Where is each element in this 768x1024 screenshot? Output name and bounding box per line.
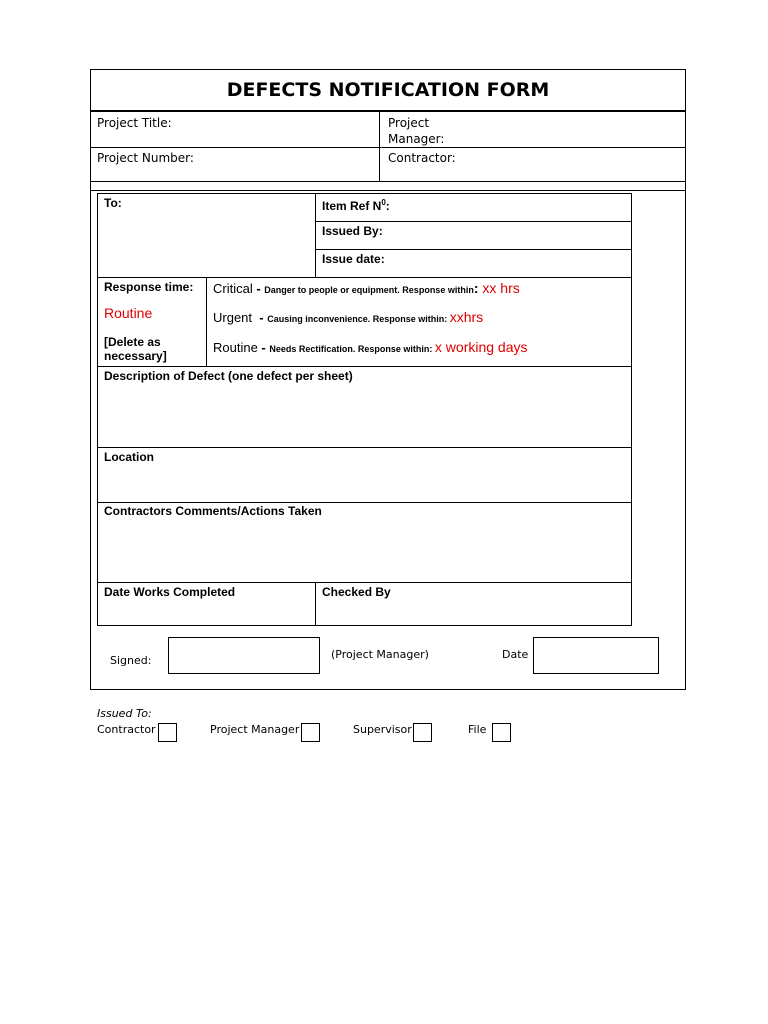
divider (97, 502, 632, 503)
divider (97, 277, 632, 278)
item-ref-colon: : (385, 199, 390, 213)
critical-value: xx hrs (478, 280, 520, 296)
divider (90, 190, 686, 191)
issued-to-supervisor-checkbox[interactable] (413, 723, 432, 742)
urgent-description: Causing inconvenience. Response within: (267, 314, 450, 324)
divider (97, 366, 632, 367)
project-manager-label-line1: Project (388, 116, 430, 130)
issue-date-field[interactable]: Issue date: (322, 252, 385, 266)
issued-to-project-manager-checkbox[interactable] (301, 723, 320, 742)
to-field[interactable]: To: (104, 196, 122, 210)
item-ref-superscript: 0 (381, 198, 386, 207)
delete-note-line2: necessary] (104, 349, 167, 363)
response-option-routine[interactable] (213, 339, 528, 355)
divider (97, 582, 632, 583)
date-label: Date (502, 648, 529, 661)
divider (315, 221, 632, 222)
delete-note-line1: [Delete as (104, 335, 161, 349)
response-selected-value[interactable]: Routine (104, 305, 153, 321)
item-ref-field[interactable] (322, 196, 390, 213)
signature-box[interactable] (168, 637, 320, 674)
issued-to-contractor-checkbox[interactable] (158, 723, 177, 742)
delete-note (104, 335, 167, 363)
urgent-value: xxhrs (449, 309, 484, 325)
response-option-critical[interactable] (213, 280, 520, 296)
critical-description: Danger to people or equipment. Response within (264, 285, 474, 295)
urgent-dash: - (252, 310, 268, 325)
routine-description: Needs Rectification. Response within: (269, 344, 435, 354)
critical-dash: - (252, 281, 265, 296)
contractor-comments-field[interactable]: Contractors Comments/Actions Taken (104, 504, 322, 518)
project-manager-note: (Project Manager) (331, 648, 429, 661)
project-number-field[interactable]: Project Number: (97, 151, 194, 165)
date-works-completed-field[interactable]: Date Works Completed (104, 585, 236, 599)
project-title-field[interactable]: Project Title: (97, 116, 172, 130)
divider (97, 447, 632, 448)
response-option-urgent[interactable] (213, 309, 483, 325)
date-input-box[interactable] (533, 637, 659, 674)
project-manager-label-line2: Manager: (388, 132, 445, 146)
divider (315, 582, 316, 626)
issued-to-project-manager-label: Project Manager (210, 723, 300, 736)
issued-to-heading: Issued To: (97, 707, 152, 720)
divider (90, 147, 686, 148)
project-manager-field[interactable] (388, 115, 444, 147)
divider (206, 277, 207, 366)
issued-to-file-label: File (468, 723, 487, 736)
routine-label: Routine (213, 340, 258, 355)
divider (315, 193, 316, 278)
location-field[interactable]: Location (104, 450, 154, 464)
description-of-defect-field[interactable]: Description of Defect (one defect per sheet) (104, 369, 353, 383)
divider (379, 112, 380, 181)
issued-to-supervisor-label: Supervisor (353, 723, 412, 736)
urgent-label: Urgent (213, 310, 253, 325)
issued-to-contractor-label: Contractor (97, 723, 156, 736)
issued-by-field[interactable]: Issued By: (322, 224, 383, 238)
critical-label: Critical (213, 281, 253, 296)
signed-label: Signed: (110, 654, 152, 667)
form-title: DEFECTS NOTIFICATION FORM (90, 69, 686, 112)
checked-by-field[interactable]: Checked By (322, 585, 391, 599)
divider (315, 249, 632, 250)
contractor-field[interactable]: Contractor: (388, 151, 456, 165)
routine-value: x working days (434, 339, 528, 355)
item-ref-label: Item Ref N (322, 199, 382, 213)
issued-to-file-checkbox[interactable] (492, 723, 511, 742)
critical-colon: : (473, 280, 479, 296)
routine-dash: - (257, 340, 270, 355)
divider (90, 181, 686, 182)
response-time-label: Response time: (104, 280, 194, 294)
